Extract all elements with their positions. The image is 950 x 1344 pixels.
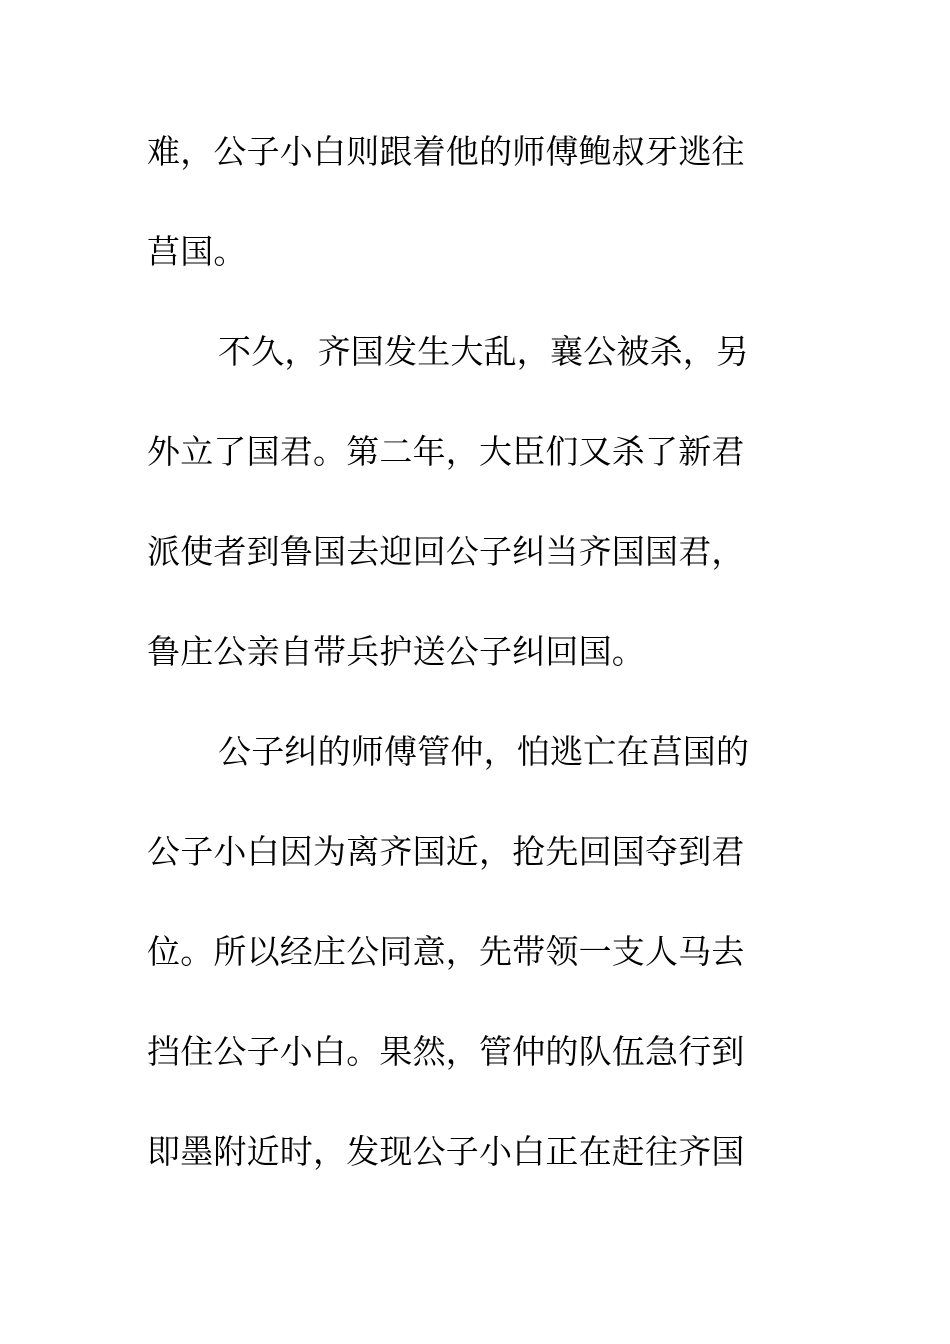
text-line: 挡住公子小白。果然，管仲的队伍急行到 <box>147 1032 745 1071</box>
text-line: 外立了国君。第二年，大臣们又杀了新君 <box>147 432 745 471</box>
text-line: 公子小白因为离齐国近，抢先回国夺到君 <box>147 832 745 871</box>
text-line: 莒国。 <box>147 232 247 271</box>
text-line: 即墨附近时，发现公子小白正在赶往齐国 <box>147 1132 745 1171</box>
text-line: 位。所以经庄公同意，先带领一支人马去 <box>147 932 745 971</box>
text-line: 派使者到鲁国去迎回公子纠当齐国国君， <box>147 532 745 571</box>
paragraph-first-line: 不久，齐国发生大乱，襄公被杀，另 <box>218 332 750 371</box>
text-line: 鲁庄公亲自带兵护送公子纠回国。 <box>147 632 645 671</box>
paragraph-first-line: 公子纠的师傅管仲，怕逃亡在莒国的 <box>218 732 750 771</box>
text-line: 难，公子小白则跟着他的师傅鲍叔牙逃往 <box>147 132 745 171</box>
